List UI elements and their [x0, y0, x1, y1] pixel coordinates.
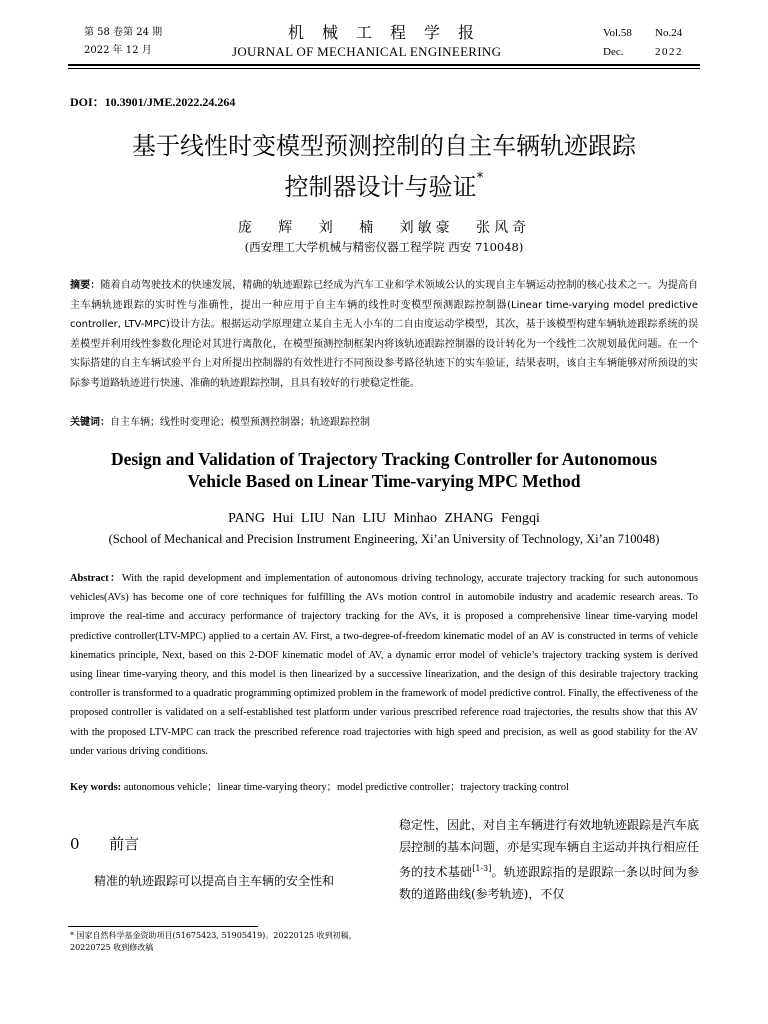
body-right-text-2: 。轨迹跟踪指的是跟踪一条以时间为参数的道路曲线(参考轨迹)，不仅: [399, 865, 699, 901]
year-en: 2022: [655, 46, 683, 58]
month-en: Dec.: [603, 46, 624, 58]
body-right-paragraph: [399, 814, 699, 905]
date-zh: 2022 年 12 月: [84, 45, 152, 56]
footnote-rule: [68, 926, 258, 927]
citation: [1-3]: [472, 864, 492, 873]
issue-en: No.24: [655, 27, 683, 39]
title-zh-line1: 基于线性时变模型预测控制的自主车辆轨迹跟踪: [132, 132, 636, 160]
header-rule-thin: [68, 68, 700, 69]
abstract-en-text: With the rapid development and implementation of autonomous driving technology, accurate trajectory tracking for such autonomous vehicles(AVs) has become one of core techniques for fulfilling the AVs motion control in automobile industry and academic research areas. To improve the real-time and accuracy performance of trajectory tracking for the AVs, it is proposed a comprehensive linear time-varying model predictive controller(LTV-MPC) applied to a certain AV. First, a two-degree-of-freedom kinematic model of an AV is constructed in terms of vehicle kinematics principle, Next, based on this 2-DOF kinematic model of AV, a dynamic error model of vehicle’s trajectory tracking system is derived using linear time-varying theory, and this model is then linearized by a successive linearization, and the design of this desirable trajectory tracking controller is transformed to a quadratic programming optimized problem in the framework of model predictive control. Finally, the effectiveness of the proposed controller is validated on a self-established test platform under various prescribed reference road trajectories, the results show that this AV with the proposed LTV-MPC can track the prescribed reference road trajectories with high speed and precision, as well as good stability for the AV under various driving conditions.: [70, 573, 698, 757]
doi: DOI：10.3901/JME.2022.24.264: [70, 95, 236, 109]
journal-title-en: JOURNAL OF MECHANICAL ENGINEERING: [232, 44, 502, 59]
volume-en: Vol.58: [603, 27, 632, 39]
abstract-zh-label: 摘要：: [70, 280, 101, 291]
keywords-en: [70, 778, 698, 797]
journal-title-zh: 机械工程学报: [288, 23, 493, 42]
abstract-zh: [70, 276, 698, 393]
body-right-text-1: 稳定性，因此，对自主车辆进行有效地轨迹跟踪是汽车底层控制的基本问题，亦是实现车辆自主运动并执行相应任务的技术基础: [399, 818, 700, 879]
authors-zh: 庞 辉 刘 楠 刘敏豪 张风奇: [237, 220, 531, 236]
keywords-en-text: autonomous vehicle；linear time-varying theory；model predictive controller；trajectory tracking control: [123, 782, 569, 793]
section-title: 前言: [109, 835, 140, 853]
keywords-zh-label: 关键词：: [70, 417, 110, 428]
authors-en: PANG Hui LIU Nan LIU Minhao ZHANG Fengqi: [228, 511, 540, 526]
keywords-en-label: Key words:: [70, 782, 122, 793]
title-zh: [68, 128, 700, 205]
abstract-en-label: Abstract：: [70, 573, 122, 584]
title-zh-line2: [68, 164, 700, 205]
keywords-zh: [70, 413, 698, 433]
body-left-paragraph: 精准的轨迹跟踪可以提高自主车辆的安全性和: [94, 874, 335, 888]
title-en: [68, 448, 700, 492]
keywords-zh-text: 自主车辆；线性时变理论；模型预测控制器；轨迹跟踪控制: [110, 417, 370, 428]
title-footnote-mark: *: [476, 170, 484, 186]
affiliation-en: (School of Mechanical and Precision Instrument Engineering, Xi’an University of Technology, Xi’an 710048): [108, 532, 660, 546]
title-en-line2: Vehicle Based on Linear Time-varying MPC Method: [187, 471, 581, 491]
footnote: [70, 930, 430, 954]
title-en-line1: Design and Validation of Trajectory Tracking Controller for Autonomous: [110, 449, 658, 469]
abstract-zh-text: 随着自动驾驶技术的快速发展，精确的轨迹跟踪已经成为汽车工业和学术领域公认的实现自主车辆运动控制的核心技术之一。为提高自主车辆轨迹跟踪的实时性与准确性，提出一种应用于自主车辆的线性时变模型预测跟踪控制器(Linear time-varying model predictive controller, LTV-MPC)设计方法。根据运动学原理建立某自主无人小车的二自由度运动学模型，其次，基于该模型构建车辆轨迹跟踪系统的误差模型并利用线性参数化理论对其进行离散化，在模型预测控制框架内将该轨迹跟踪控制器的设计转化为一个线性二次规划最优问题。在一个实际搭建的自主车辆试验平台上对所提出控制器的有效性进行不同预设参考路径轨迹下的实车验证，结果表明，该自主车辆能够对所预设的实际参考道路轨迹进行快速、准确的轨迹跟踪控制，且具有较好的行驶稳定性能。: [70, 280, 699, 389]
title-zh-line2-text: 控制器设计与验证: [284, 173, 477, 201]
header-rule-thick: [68, 64, 700, 66]
volume-issue-zh: 第 58 卷第 24 期: [84, 27, 163, 38]
footnote-line1: * 国家自然科学基金资助项目(51675423, 51905419)。20220125 收到初稿，: [70, 931, 357, 940]
section-heading: [70, 833, 139, 854]
section-number: 0: [70, 835, 80, 853]
footnote-line2: 20220725 收到修改稿: [70, 943, 154, 952]
abstract-en: [70, 569, 698, 761]
affiliation-zh: (西安理工大学机械与精密仪器工程学院 西安 710048): [244, 240, 524, 254]
